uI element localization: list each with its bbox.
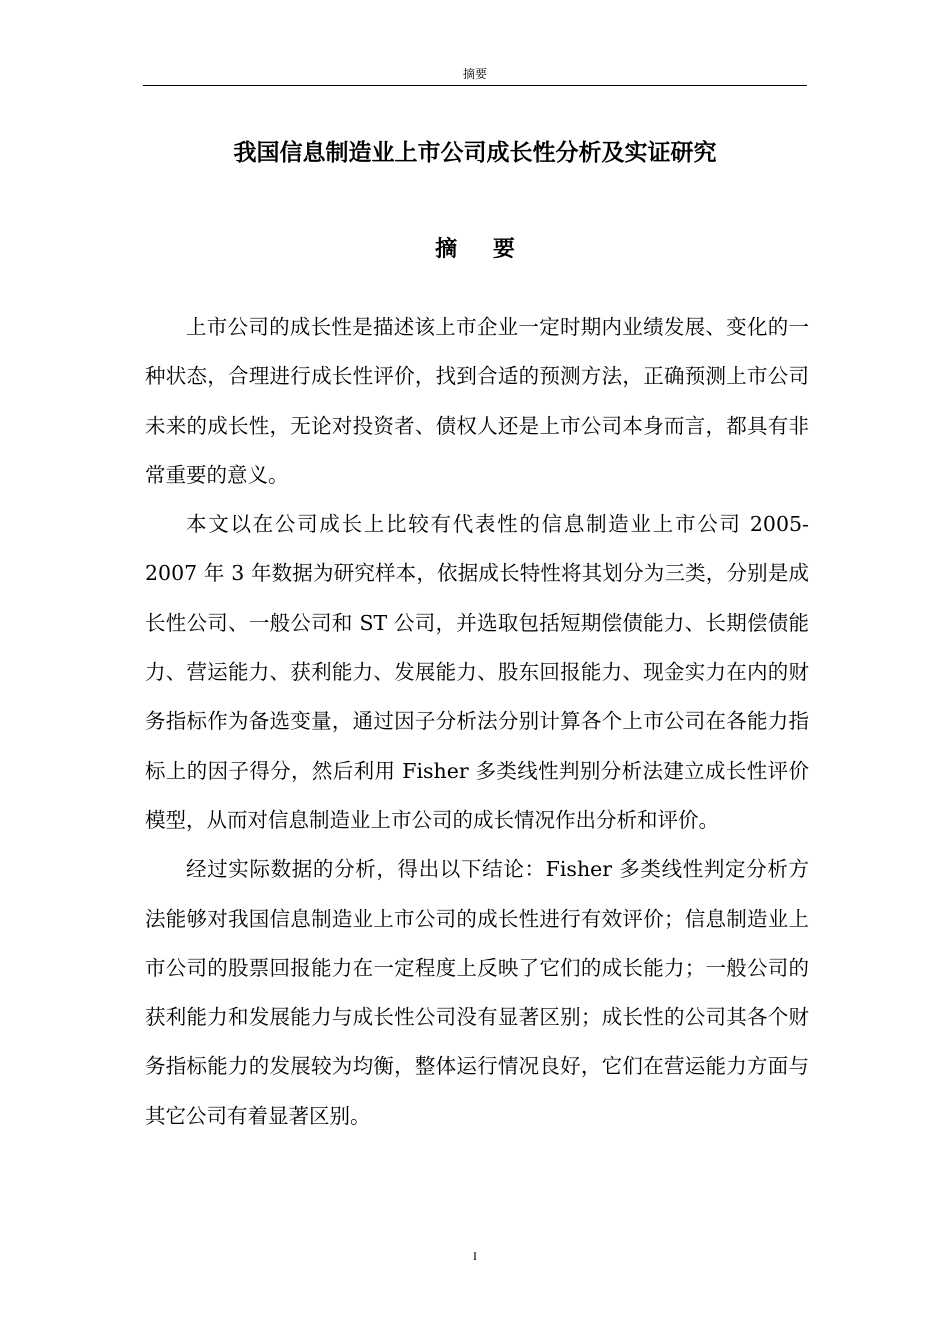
abstract-body [145,303,809,1141]
page-number: I [473,1249,477,1263]
abstract-paragraph-1: 上市公司的成长性是描述该上市企业一定时期内业绩发展、变化的一种状态，合理进行成长性评价，找到合适的预测方法，正确预测上市公司未来的成长性，无论对投资者、债权人还是上市公司本身而言，都具有非常重要的意义。 [145,315,809,487]
abstract-paragraph-3: 经过实际数据的分析，得出以下结论：Fisher 多类线性判定分析方法能够对我国信息制造业上市公司的成长性进行有效评价；信息制造业上市公司的股票回报能力在一定程度上反映了它们的成长能力；一般公司的获利能力和发展能力与成长性公司没有显著区别；成长性的公司其各个财务指标能力的发展较为均衡，整体运行情况良好，它们在营运能力方面与其它公司有着显著区别。 [145,857,809,1128]
section-heading-abstract: 摘 要 [435,237,529,262]
document-title: 我国信息制造业上市公司成长性分析及实证研究 [233,140,717,166]
header-rule [143,85,807,86]
running-header: 摘要 [462,67,487,81]
abstract-paragraph-2: 本文以在公司成长上比较有代表性的信息制造业上市公司 2005-2007 年 3 年数据为研究样本，依据成长特性将其划分为三类，分别是成长性公司、一般公司和 ST 公司，并选取包括短期偿债能力、长期偿债能力、营运能力、获利能力、发展能力、股东回报能力、现金实力在内的财务指标作为备选变量，通过因子分析法分别计算各个上市公司在各能力指标上的因子得分，然后利用 Fisher 多类线性判别分析法建立成长性评价模型，从而对信息制造业上市公司的成长情况作出分析和评价。 [145,512,809,832]
